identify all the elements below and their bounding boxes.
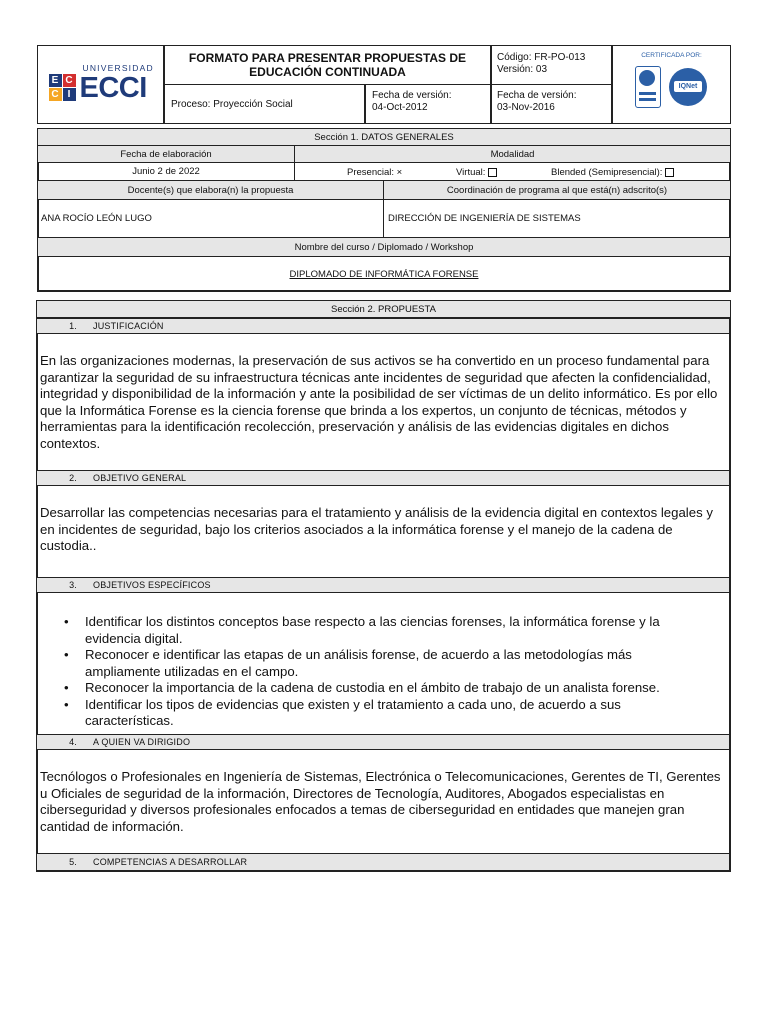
logo-top-text: UNIVERSIDAD [82,62,154,73]
modalidad-label-text: Modalidad [490,148,535,160]
codigo-cell [491,45,612,85]
competencias-label: COMPETENCIAS A DESARROLLAR [93,857,248,867]
dirigido-text: Tecnólogos o Profesionales en Ingeniería de Sistemas, Electrónica o Telecomunicaciones, Gerentes de TI, Gerentes u Oficiales de seguridad de la información, Directores de Tecnología, Auditores, Abogados especialistas en ciberseguridad y diversos profesionales enfocados a temas de ciberseguridad en entidades que manejen gran cantidad de información. [40,769,721,834]
docente-value [38,200,384,238]
version-text: Versión: 03 [497,64,548,75]
iqnet-text: IQNet [674,81,702,92]
virtual-checkbox[interactable] [488,168,497,177]
logo-block-c1: C [63,74,76,87]
fecha-version-label-1: Fecha de versión: [372,90,452,101]
modalidad-virtual-label: Virtual: [456,167,486,178]
coordinacion-label [384,181,730,200]
dirigido-num: 4. [69,737,77,747]
docente-label-text: Docente(s) que elabora(n) la propuesta [127,184,294,196]
modalidad-options [295,163,730,181]
blended-checkbox[interactable] [665,168,674,177]
fecha-version-cell-1 [365,84,491,124]
modalidad-presencial: Presencial: × [347,167,403,178]
logo-block-e: E [49,74,62,87]
form-title-text: FORMATO PARA PRESENTAR PROPUESTAS DE EDUCACIÓN CONTINUADA [188,51,467,79]
logo-block-c2: C [49,88,62,101]
list-item: • Identificar los tipos de evidencias que existen y el tratamiento a cada uno, de acuerdo a sus características. [38,697,704,730]
competencias-header [36,853,730,871]
coordinacion-value-text: DIRECCIÓN DE INGENIERÍA DE SISTEMAS [388,213,581,224]
objetivo-general-header [36,470,730,486]
dirigido-header [36,734,730,750]
list-item: • Reconocer la importancia de la cadena de custodia en el ámbito de trabajo de un analista forense. [38,680,704,697]
ecci-logo [49,62,153,108]
logo-blocks [49,74,77,102]
fecha-version-value-1: 04-Oct-2012 [372,102,428,113]
fecha-elaboracion-label-text: Fecha de elaboración [120,148,212,160]
section1-title [38,129,730,146]
coordinacion-label-text: Coordinación de programa al que está(n) adscrito(s) [446,184,668,196]
docente-value-text: ANA ROCÍO LEÓN LUGO [41,213,152,224]
fecha-elaboracion-value-text: Junio 2 de 2022 [132,166,200,177]
objetivos-especificos-label: OBJETIVOS ESPECÍFICOS [93,580,211,590]
logo-block-i: I [63,88,76,101]
justificacion-label: JUSTIFICACIÓN [93,321,164,331]
fecha-elaboracion-value [38,163,295,181]
cert-label: CERTIFICADA POR: [641,52,702,59]
curso-label-text: Nombre del curso / Diplomado / Workshop [294,241,474,253]
curso-value-text: DIPLOMADO DE INFORMÁTICA FORENSE [289,268,479,280]
proceso-text: Proceso: Proyección Social [171,98,293,110]
objetivo-general-label: OBJETIVO GENERAL [93,473,187,483]
modalidad-blended [551,167,674,178]
icontec-seal-icon [635,66,661,108]
certification-cell [612,45,731,124]
section1-title-text: Sección 1. DATOS GENERALES [314,131,454,143]
fecha-elaboracion-label [38,146,295,163]
modalidad-label [295,146,730,163]
proceso-cell [164,84,365,124]
objetivo-general-text: Desarrollar las competencias necesarias para el tratamiento y análisis de la evidencia digital en contextos legales y en incidentes de seguridad, bajo los criterios asociados a la informática forense y el manejo de la cadena de custodia.. [40,505,713,553]
objetivos-especificos-header [36,577,730,593]
fecha-version-cell-2 [491,84,612,124]
curso-value [38,257,730,291]
competencias-num: 5. [69,857,77,867]
codigo-text: Código: FR-PO-013 [497,52,586,63]
section2-title [37,301,730,318]
coordinacion-value [384,200,730,238]
list-item: • Identificar los distintos conceptos base respecto a las ciencias forenses, la informática forense y la evidencia digital. [38,614,704,647]
objetivo-general-num: 2. [69,473,77,483]
curso-label [38,238,730,257]
docente-label [38,181,384,200]
fecha-version-label-2: Fecha de versión: [497,90,577,101]
justificacion-num: 1. [69,321,77,331]
justificacion-header [36,318,730,334]
objetivos-especificos-num: 3. [69,580,77,590]
justificacion-text: En las organizaciones modernas, la preservación de sus activos se ha convertido en un proceso fundamental para garantizar la seguridad de su infraestructura técnicas ante incidentes de seguridad que afecten la confidencialidad, integridad y disponibilidad de la información y ante la posibilidad de ser víctimas de un delito informático. Es por ello que la Informática Forense es la ciencia forense que brinda a los expertos, un conjunto de técnicas, métodos y herramientas para la identificación recolección, preservación y análisis de las evidencias digitales en dichos contextos. [40,353,718,451]
iqnet-seal-icon [669,68,707,106]
form-title [164,45,491,85]
modalidad-blended-label: Blended (Semipresencial): [551,167,663,178]
dirigido-label: A QUIEN VA DIRIGIDO [93,737,191,747]
section2-title-text: Sección 2. PROPUESTA [331,303,436,315]
modalidad-virtual [456,167,497,178]
logo-name: ECCI [79,71,147,104]
logo-cell [37,45,164,124]
objetivos-especificos-list [38,614,704,730]
fecha-version-value-2: 03-Nov-2016 [497,102,555,113]
list-item: • Reconocer e identificar las etapas de un análisis forense, de acuerdo a las metodologías más ampliamente utilizadas en el campo. [38,647,704,680]
